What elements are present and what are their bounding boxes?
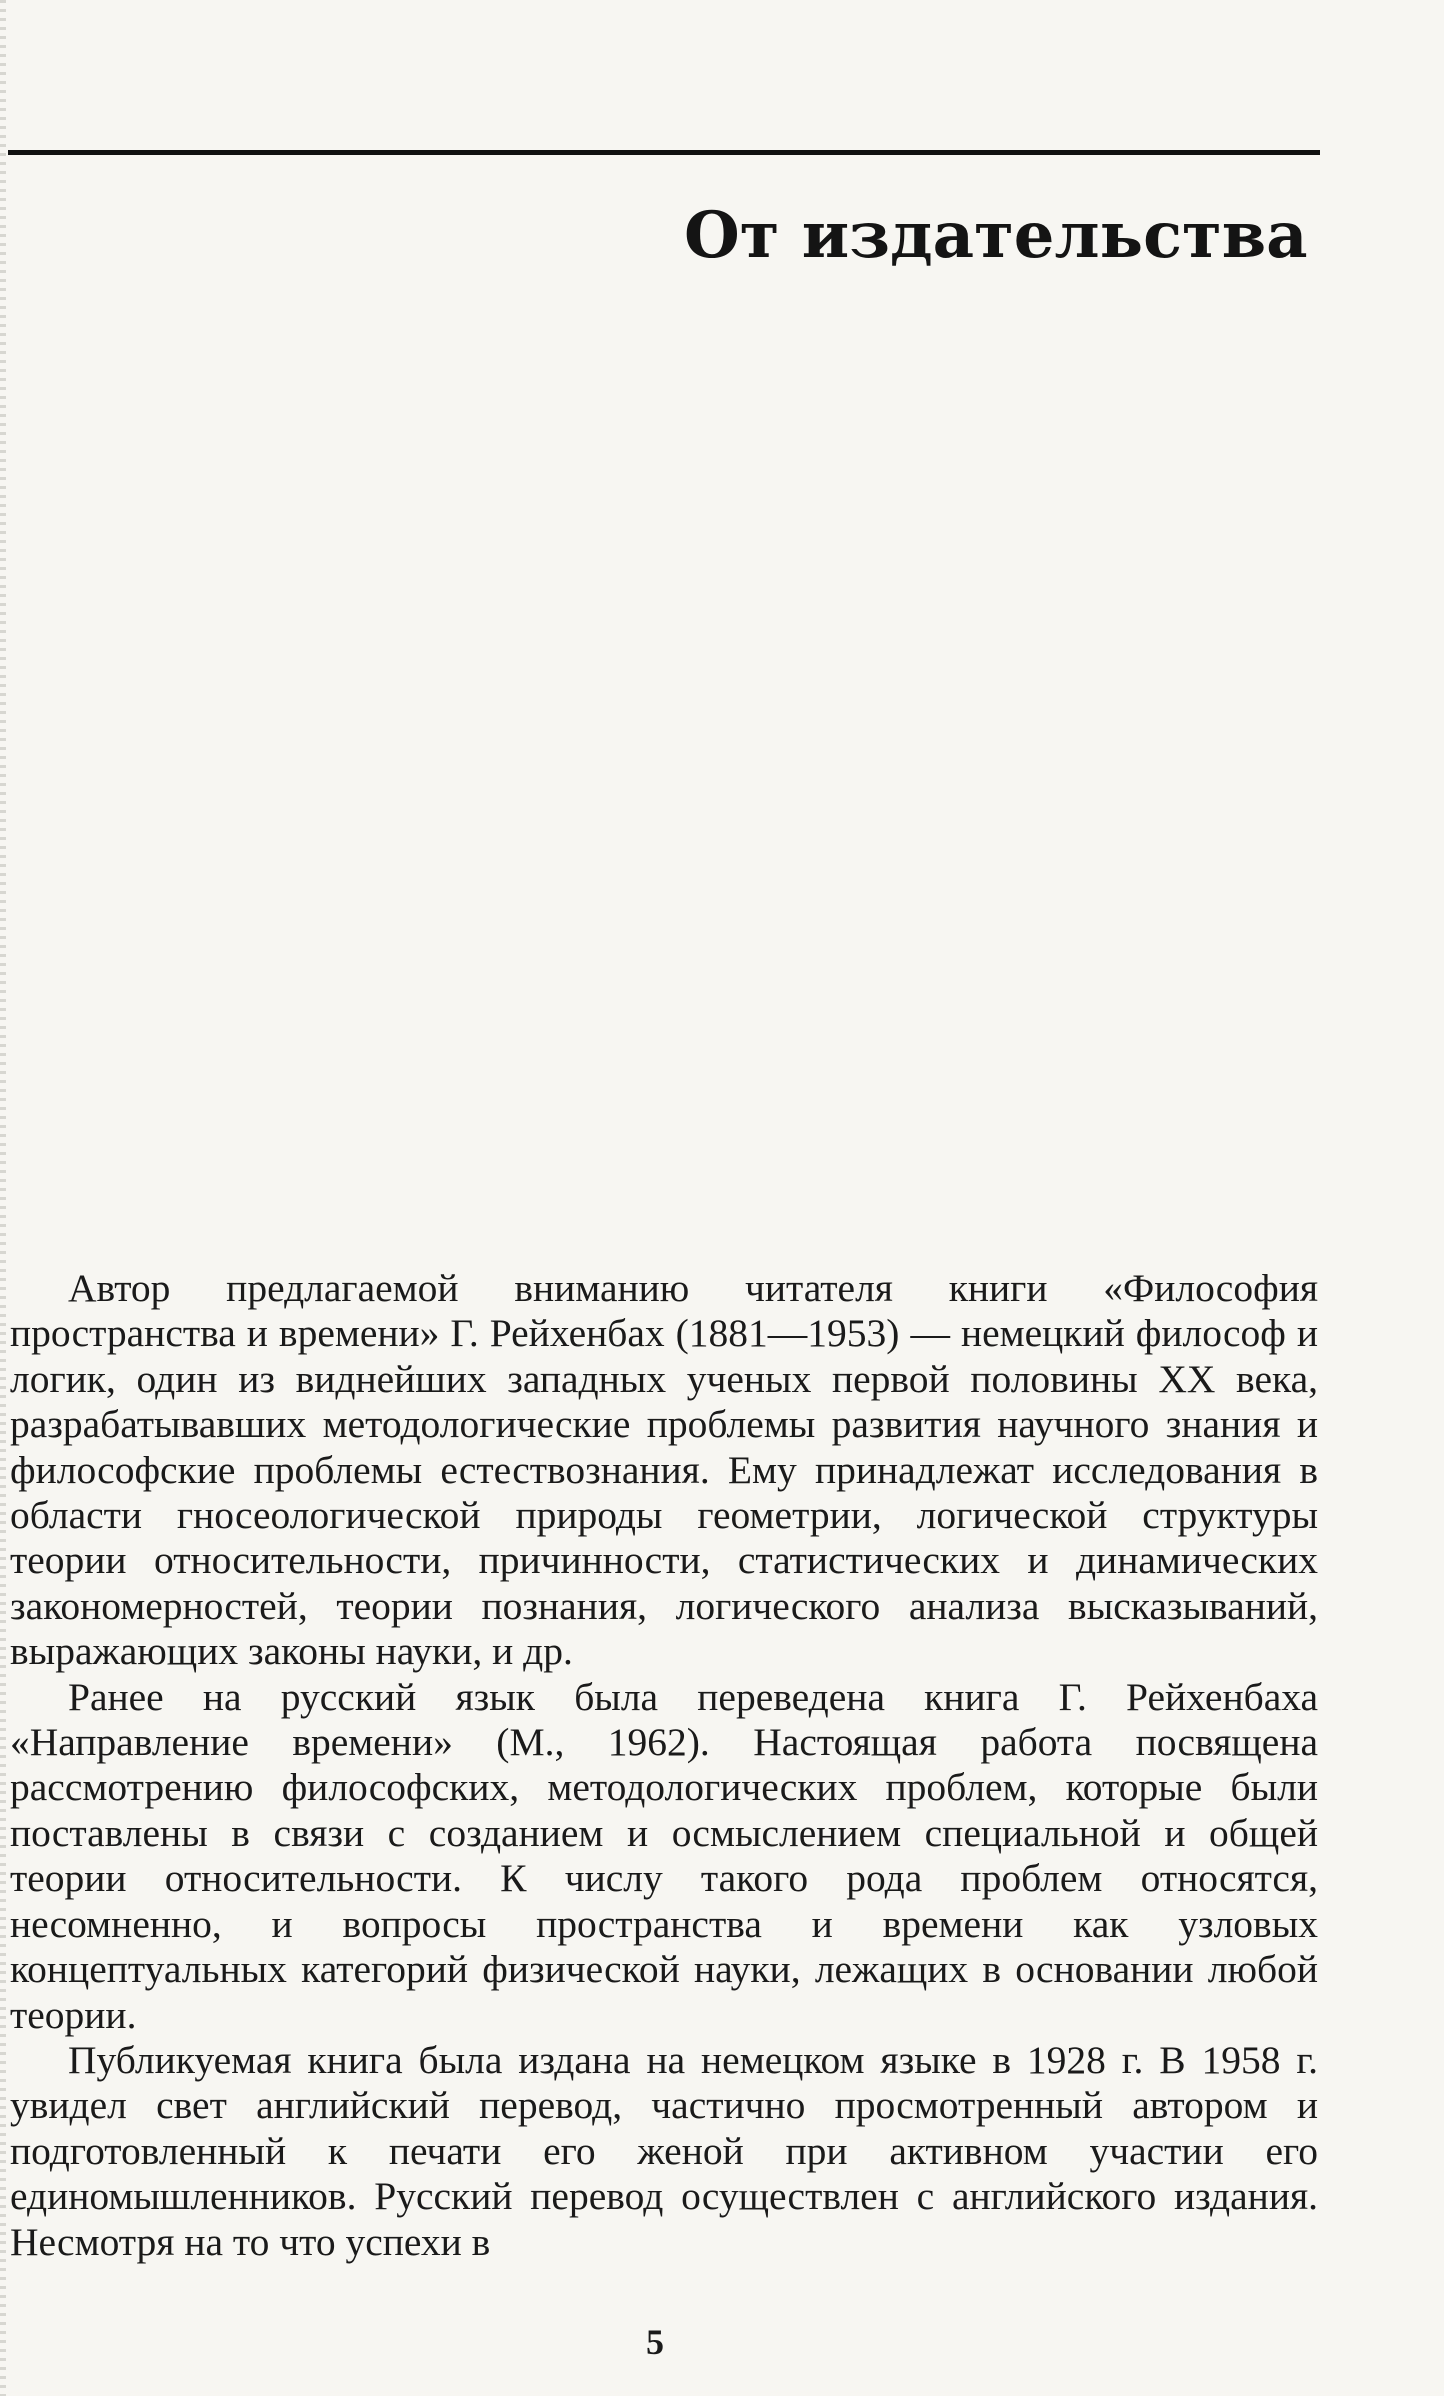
page-edge bbox=[0, 0, 6, 2396]
page-title: От издательства bbox=[684, 198, 1308, 273]
top-rule bbox=[8, 150, 1320, 155]
paragraph: Публикуемая книга была издана на немецком языке в 1928 г. В 1958 г. увидел свет английский перевод, частично просмотренный автором и подготовленный к печати его женой при активном участии его единомышленников. Русский перевод осуществлен с английского издания. Несмотря на то что успехи в bbox=[10, 2037, 1318, 2264]
paragraph: Ранее на русский язык была переведена книга Г. Рейхенбаха «Направление времени» (М., 1962). Настоящая работа посвящена рассмотрению философских, методологических проблем, которые были поставлены в связи с созданием и осмыслением специальной и общей теории относительности. К числу такого рода проблем относятся, несомненно, и вопросы пространства и времени как узловых концептуальных категорий физической науки, лежащих в основании любой теории. bbox=[10, 1674, 1318, 2037]
paragraph: Автор предлагаемой вниманию читателя книги «Философия пространства и времени» Г. Рейхенбах (1881—1953) — немецкий философ и логик, один из виднейших западных ученых первой половины XX века, разрабатывавших методологические проблемы развития научного знания и философские проблемы естествознания. Ему принадлежат исследования в области гносеологической природы геометрии, логической структуры теории относительности, причинности, статистических и динамических закономерностей, теории познания, логического анализа высказываний, выражающих законы науки, и др. bbox=[10, 1266, 1318, 1674]
body-text bbox=[10, 1266, 1318, 2265]
page-number: 5 bbox=[646, 2322, 664, 2362]
